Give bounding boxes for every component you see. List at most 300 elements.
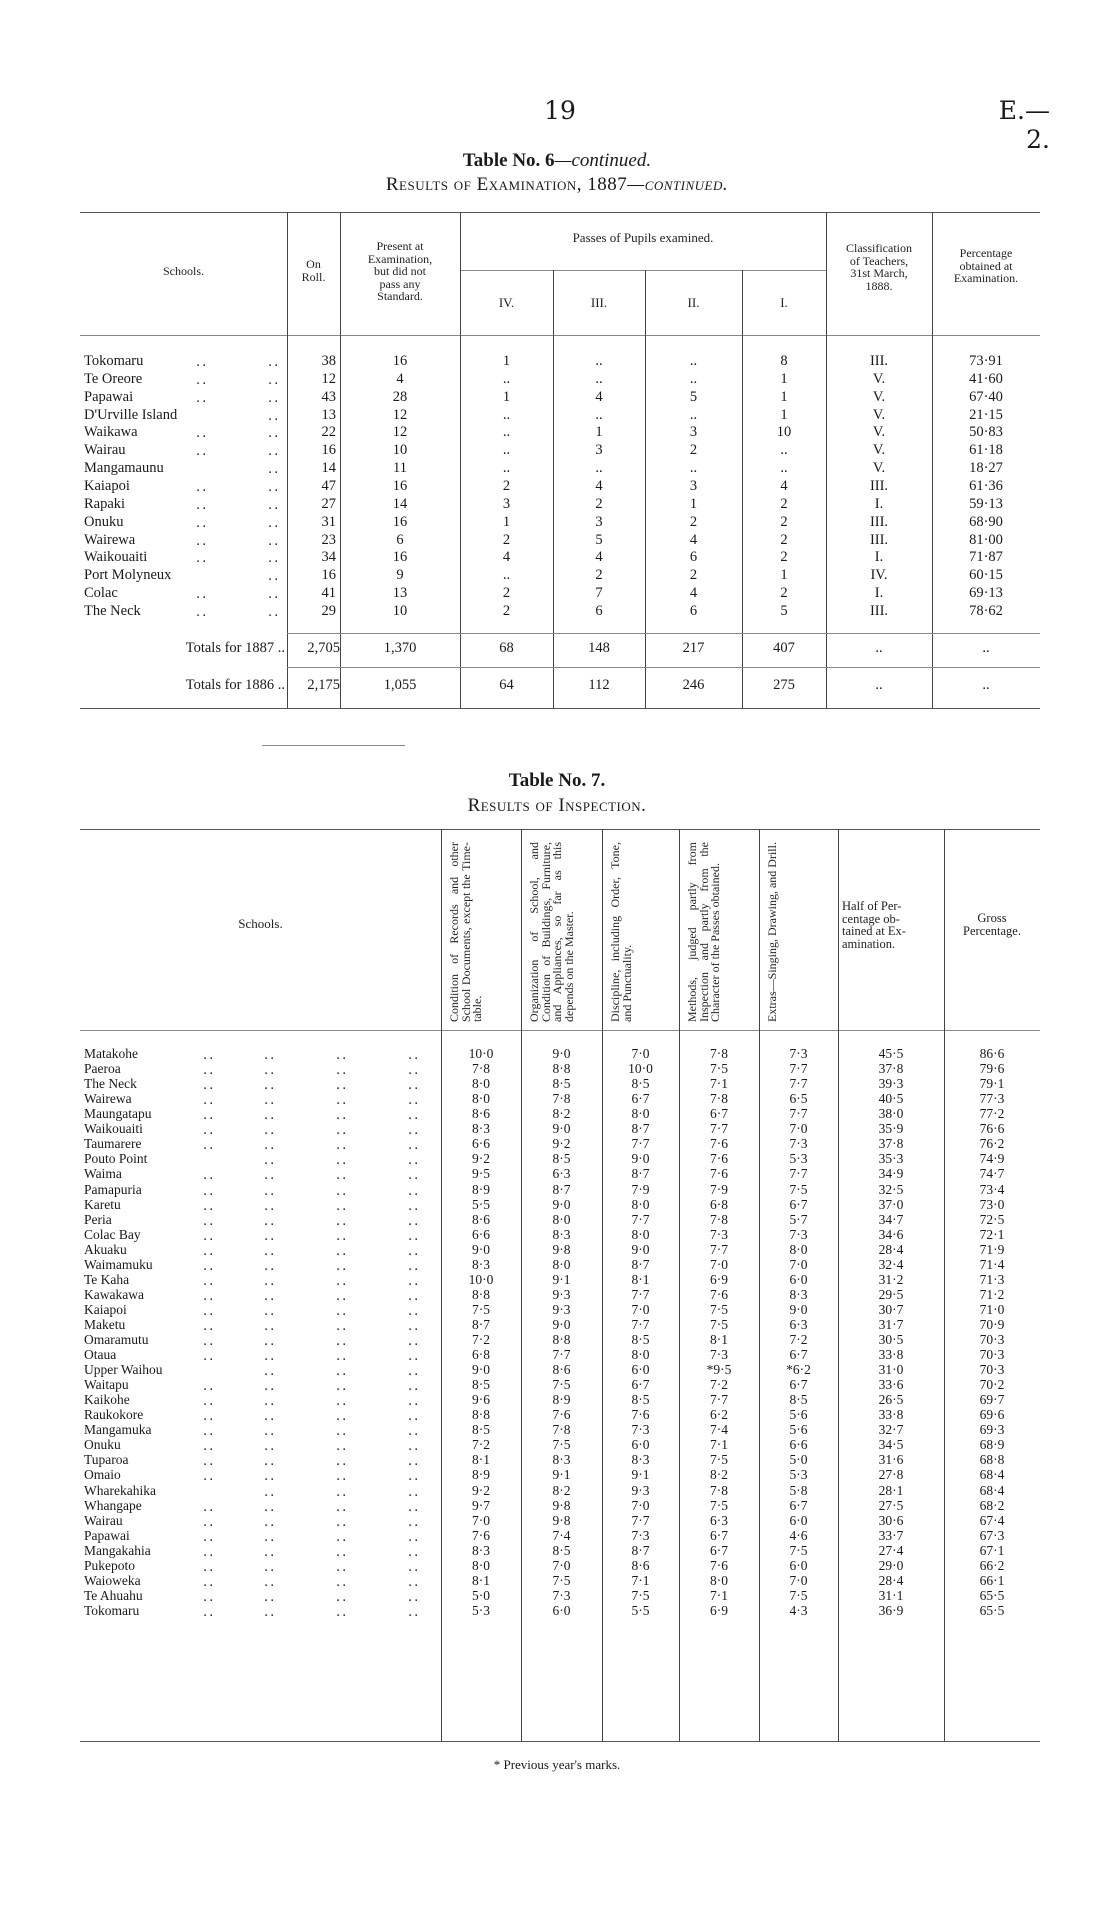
leader-dots: .. — [336, 1273, 349, 1289]
organization-score: 9·0 — [552, 1121, 571, 1137]
leader-dots: .. — [408, 1394, 421, 1410]
extras-score: 7·7 — [789, 1166, 808, 1182]
extras-score: 6·3 — [789, 1316, 808, 1332]
pass-iii: 4 — [595, 478, 603, 494]
on-roll: 31 — [321, 513, 336, 530]
leader-dots: .. — [268, 462, 281, 478]
table6-row — [0, 496, 1114, 514]
table7-row — [0, 1182, 1114, 1197]
school-name: Upper Waihou — [84, 1362, 163, 1377]
school-name: Wairewa — [84, 531, 136, 548]
leader-dots: .. — [264, 1063, 277, 1078]
half-percentage: 30·6 — [878, 1512, 904, 1528]
pass-ii: .. — [689, 406, 698, 423]
extras-score: 6·7 — [789, 1497, 808, 1513]
half-percentage: 33·8 — [878, 1347, 904, 1362]
header-percentage — [932, 247, 1040, 285]
methods-score: 7·2 — [710, 1377, 728, 1393]
leader-dots: .. — [408, 1183, 421, 1199]
organization-score: 8·0 — [552, 1211, 571, 1227]
extras-score: 7·7 — [789, 1076, 808, 1092]
leader-dots: .. — [268, 355, 281, 370]
school-name: Te Kaha — [84, 1271, 130, 1287]
leader-dots: .. — [336, 1213, 349, 1229]
methods-score: 7·5 — [710, 1061, 728, 1076]
leader-dots: .. — [336, 1108, 349, 1124]
school-name: The Neck — [84, 1076, 137, 1092]
leader-dots: .. — [203, 1048, 216, 1063]
methods-score: 7·1 — [710, 1587, 728, 1603]
school-name: Kaiapoi — [84, 478, 130, 494]
present-not-passed: 12 — [392, 406, 408, 423]
gross-percentage: 74·9 — [979, 1151, 1005, 1167]
leader-dots: .. — [408, 1589, 421, 1605]
leader-dots: .. — [408, 1273, 421, 1289]
teacher-classification: IV. — [870, 567, 888, 584]
half-percentage: 37·8 — [878, 1061, 904, 1076]
school-name: Papawai — [84, 1527, 130, 1543]
on-roll: 23 — [321, 531, 336, 548]
leader-dots: .. — [203, 1544, 216, 1560]
gross-percentage: 71·2 — [979, 1286, 1005, 1302]
gross-percentage: 69·7 — [979, 1392, 1005, 1408]
leader-dots: .. — [196, 426, 209, 442]
discipline-score: 10·0 — [628, 1061, 653, 1076]
records-score: 7·8 — [472, 1061, 490, 1076]
on-roll: 16 — [321, 442, 336, 459]
header-present — [340, 240, 460, 303]
leader-dots: .. — [264, 1559, 277, 1575]
header-standard-3: I. — [780, 295, 788, 310]
school-name: Tokomaru — [84, 1602, 140, 1618]
half-percentage: 35·3 — [878, 1151, 904, 1167]
organization-score: 8·9 — [552, 1392, 571, 1408]
header-schools: Schools. — [162, 264, 204, 278]
leader-dots: .. — [203, 1273, 216, 1289]
table7-row — [0, 1498, 1114, 1513]
totals-label: Totals for 1887 .. — [185, 640, 285, 656]
table6-row — [0, 603, 1114, 621]
leader-dots: .. — [408, 1153, 421, 1169]
table7-row — [0, 1121, 1114, 1139]
half-percentage: 32·4 — [878, 1256, 904, 1272]
methods-score: 6·7 — [710, 1527, 728, 1543]
methods-score: 6·9 — [710, 1271, 728, 1287]
table-rule — [80, 708, 1040, 709]
teacher-classification: V. — [872, 406, 886, 423]
gross-percentage: 68·9 — [979, 1437, 1005, 1453]
methods-score: 7·3 — [710, 1347, 728, 1362]
exam-percentage: 69·13 — [969, 585, 1003, 601]
leader-dots: .. — [264, 1078, 277, 1094]
half-percentage: 35·9 — [878, 1121, 904, 1137]
exam-percentage: 61·18 — [969, 442, 1003, 459]
leader-dots: .. — [408, 1544, 421, 1560]
extras-score: 4·6 — [789, 1527, 808, 1543]
leader-dots: .. — [408, 1168, 421, 1184]
records-score: 5·3 — [472, 1602, 490, 1618]
half-percentage: 37·0 — [878, 1196, 904, 1212]
leader-dots: .. — [196, 587, 209, 602]
document-reference: E.—2. — [998, 96, 1050, 154]
records-score: 9·2 — [472, 1151, 490, 1167]
methods-score: *9·5 — [706, 1362, 732, 1377]
exam-percentage: 68·90 — [969, 513, 1003, 530]
discipline-score: 7·7 — [631, 1512, 650, 1528]
leader-dots: .. — [203, 1288, 216, 1304]
school-name: Mangamuka — [84, 1422, 152, 1438]
gross-percentage: 67·1 — [979, 1542, 1005, 1558]
gross-percentage: 70·2 — [979, 1377, 1005, 1393]
leader-dots: .. — [264, 1138, 277, 1154]
leader-dots: .. — [336, 1589, 349, 1605]
present-not-passed: 11 — [393, 460, 407, 477]
table6-title-text: Table No. 6 — [462, 150, 555, 171]
header-line: tained at Ex- — [842, 924, 906, 938]
discipline-score: 8·5 — [631, 1332, 650, 1347]
leader-dots: .. — [336, 1153, 349, 1169]
total-ii: 246 — [682, 677, 705, 693]
records-score: 8·0 — [472, 1091, 490, 1107]
school-name: Omaio — [84, 1467, 121, 1483]
present-not-passed: 6 — [396, 531, 404, 548]
methods-score: 7·6 — [710, 1557, 728, 1573]
pass-iv: .. — [502, 567, 511, 584]
gross-percentage: 77·3 — [979, 1091, 1005, 1107]
leader-dots: .. — [336, 1183, 349, 1199]
table-rule — [80, 829, 1040, 830]
methods-score: 7·6 — [710, 1286, 728, 1302]
leader-dots: .. — [336, 1424, 349, 1440]
pass-iii: 5 — [595, 531, 603, 548]
pass-ii: .. — [689, 370, 698, 387]
methods-score: 7·7 — [710, 1241, 728, 1257]
table6-row — [0, 567, 1114, 585]
half-percentage: 27·4 — [878, 1542, 904, 1558]
table7-row — [0, 1212, 1114, 1227]
extras-score: 7·5 — [789, 1542, 808, 1558]
school-name: Onuku — [84, 513, 124, 530]
half-percentage: 29·0 — [878, 1557, 904, 1573]
leader-dots: .. — [336, 1063, 349, 1078]
teacher-classification: III. — [869, 513, 889, 530]
header-line: Examination, — [367, 251, 433, 266]
leader-dots: .. — [196, 372, 209, 388]
leader-dots: .. — [336, 1559, 349, 1575]
discipline-score: 8·0 — [631, 1106, 650, 1122]
extras-score: 7·3 — [789, 1046, 808, 1061]
leader-dots: .. — [203, 1228, 216, 1244]
organization-score: 8·8 — [552, 1061, 571, 1076]
methods-score: 7·6 — [710, 1136, 728, 1152]
teacher-classification: III. — [869, 478, 889, 494]
exam-percentage: 71·87 — [969, 549, 1003, 566]
records-score: 5·0 — [472, 1587, 490, 1603]
half-percentage: 26·5 — [878, 1392, 904, 1408]
leader-dots: .. — [203, 1108, 216, 1124]
methods-score: 6·2 — [710, 1407, 728, 1423]
extras-score: 6·0 — [789, 1557, 808, 1573]
gross-percentage: 77·2 — [979, 1106, 1005, 1122]
records-score: 9·0 — [472, 1362, 490, 1377]
methods-score: 7·0 — [710, 1256, 728, 1272]
exam-percentage: 21·15 — [969, 406, 1003, 423]
discipline-score: 8·6 — [631, 1557, 650, 1573]
organization-score: 8·5 — [552, 1151, 571, 1167]
school-name: Tuparoa — [84, 1452, 129, 1468]
leader-dots: .. — [264, 1454, 277, 1470]
leader-dots: .. — [408, 1138, 421, 1154]
leader-dots: .. — [264, 1318, 277, 1334]
header-line: 31st March, — [850, 266, 908, 280]
half-percentage: 30·5 — [878, 1332, 904, 1347]
pass-i: 1 — [780, 370, 788, 387]
leader-dots: .. — [203, 1213, 216, 1229]
present-not-passed: 10 — [392, 602, 408, 619]
extras-score: 8·5 — [789, 1392, 808, 1408]
school-name: Waikouaiti — [84, 1121, 143, 1137]
table7-row — [0, 1076, 1114, 1094]
leader-dots: .. — [336, 1078, 349, 1094]
records-score: 9·6 — [472, 1392, 490, 1408]
table-rule — [80, 335, 1040, 336]
teacher-classification: V. — [872, 388, 886, 405]
leader-dots: .. — [336, 1093, 349, 1109]
leader-dots: .. — [408, 1454, 421, 1470]
present-not-passed: 13 — [392, 585, 408, 601]
methods-score: 7·5 — [710, 1452, 728, 1468]
organization-score: 6·3 — [552, 1166, 571, 1182]
pass-iv: 2 — [502, 478, 511, 494]
half-percentage: 39·3 — [878, 1076, 904, 1092]
table-rule — [287, 633, 1040, 634]
organization-score: 7·4 — [552, 1527, 571, 1543]
discipline-score: 8·5 — [631, 1076, 650, 1092]
leader-dots: .. — [203, 1439, 216, 1455]
header-discipline: Discipline, including Order, Tone, and Punctuality. — [608, 842, 634, 1022]
leader-dots: .. — [408, 1574, 421, 1590]
header-half-percentage — [842, 900, 942, 950]
discipline-score: 6·0 — [631, 1362, 650, 1377]
extras-score: 7·0 — [789, 1121, 808, 1137]
table6-row — [0, 389, 1114, 407]
teacher-classification: V. — [872, 442, 886, 459]
table6-row — [0, 585, 1114, 603]
school-name: Te Ahuahu — [84, 1587, 143, 1603]
leader-dots: .. — [264, 1198, 277, 1214]
pass-iii: .. — [595, 460, 603, 477]
half-percentage: 33·8 — [878, 1407, 904, 1423]
leader-dots: .. — [408, 1409, 421, 1425]
table7-row — [0, 1227, 1114, 1242]
discipline-score: 7·0 — [631, 1046, 650, 1061]
leader-dots: .. — [336, 1228, 349, 1244]
methods-score: 6·7 — [710, 1542, 728, 1558]
header-line: Present at — [376, 239, 424, 253]
records-score: 7·0 — [472, 1512, 490, 1528]
leader-dots: .. — [203, 1258, 216, 1274]
table-rule — [80, 212, 1040, 213]
exam-percentage: 78·62 — [969, 602, 1003, 619]
records-score: 8·3 — [472, 1121, 490, 1137]
records-score: 8·0 — [472, 1557, 490, 1573]
organization-score: 9·3 — [552, 1301, 571, 1317]
leader-dots: .. — [203, 1198, 216, 1214]
gross-percentage: 72·1 — [979, 1226, 1005, 1242]
leader-dots: .. — [196, 551, 209, 567]
leader-dots: .. — [336, 1168, 349, 1184]
table7-row — [0, 1528, 1114, 1543]
half-percentage: 33·7 — [878, 1527, 904, 1543]
school-name: Colac Bay — [84, 1226, 141, 1242]
leader-dots: .. — [264, 1243, 277, 1259]
table6-subtitle-text: Results of Examination, 1887 — [385, 174, 628, 195]
school-name: Tokomaru — [84, 353, 144, 369]
present-not-passed: 4 — [396, 370, 404, 387]
header-line: centage ob- — [842, 911, 900, 926]
school-name: Taumarere — [84, 1136, 142, 1152]
leader-dots: .. — [408, 1213, 421, 1229]
header-line: On — [306, 257, 321, 271]
leader-dots: .. — [203, 1183, 216, 1199]
records-score: 8·0 — [472, 1076, 490, 1092]
school-name: Waikawa — [84, 424, 138, 441]
leader-dots: .. — [408, 1439, 421, 1455]
pass-iv: 3 — [502, 495, 511, 512]
leader-dots: .. — [336, 1409, 349, 1425]
pass-ii: 3 — [689, 478, 698, 494]
teacher-classification: III. — [869, 531, 889, 548]
leader-dots: .. — [268, 551, 281, 567]
leader-dots: .. — [268, 480, 281, 495]
extras-score: 5·0 — [789, 1452, 808, 1468]
half-percentage: 31·1 — [878, 1587, 904, 1603]
table7-row — [0, 1302, 1114, 1317]
school-name: Waikouaiti — [84, 549, 148, 566]
header-line: Examination. — [953, 271, 1019, 285]
table7-row — [0, 1332, 1114, 1347]
leader-dots: .. — [336, 1499, 349, 1515]
extras-score: 4·3 — [789, 1602, 808, 1618]
on-roll: 43 — [321, 388, 336, 405]
leader-dots: .. — [408, 1243, 421, 1259]
leader-dots: .. — [203, 1318, 216, 1334]
table6-row — [0, 514, 1114, 532]
present-not-passed: 9 — [396, 567, 404, 584]
leader-dots: .. — [336, 1364, 349, 1379]
half-percentage: 34·7 — [878, 1211, 904, 1227]
half-percentage: 31·6 — [878, 1452, 904, 1468]
leader-dots: .. — [264, 1409, 277, 1425]
table-rule — [80, 1030, 1040, 1031]
discipline-score: 7·9 — [631, 1181, 650, 1197]
school-name: Pamapuria — [84, 1181, 142, 1197]
leader-dots: .. — [264, 1394, 277, 1410]
discipline-score: 9·1 — [631, 1467, 650, 1483]
table7-row — [0, 1151, 1114, 1169]
header-line: obtained at — [959, 258, 1013, 273]
methods-score: 7·4 — [710, 1422, 728, 1438]
pass-ii: 4 — [689, 585, 698, 601]
leader-dots: .. — [268, 497, 281, 513]
total-iv: 68 — [499, 640, 514, 656]
school-name: Kaikohe — [84, 1392, 130, 1408]
table6-title — [0, 150, 1114, 172]
gross-percentage: 74·7 — [979, 1166, 1005, 1182]
leader-dots: .. — [268, 390, 281, 406]
pass-ii: 2 — [689, 442, 698, 459]
organization-score: 7·6 — [552, 1407, 571, 1423]
table7-row — [0, 1242, 1114, 1257]
leader-dots: .. — [264, 1469, 277, 1485]
leader-dots: .. — [264, 1228, 277, 1244]
half-percentage: 30·7 — [878, 1301, 904, 1317]
leader-dots: .. — [408, 1288, 421, 1304]
pass-ii: 2 — [689, 567, 698, 584]
leader-dots: .. — [336, 1469, 349, 1485]
table6-row — [0, 407, 1114, 425]
exam-percentage: 18·27 — [969, 460, 1003, 477]
school-name: The Neck — [84, 602, 141, 619]
school-name: Otaua — [84, 1347, 117, 1362]
table6-row — [0, 442, 1114, 460]
school-name: Te Oreore — [84, 370, 143, 387]
extras-score: 7·2 — [789, 1332, 808, 1347]
present-not-passed: 16 — [392, 549, 408, 566]
leader-dots: .. — [264, 1048, 277, 1063]
exam-percentage: 81·00 — [969, 531, 1003, 548]
leader-dots: .. — [264, 1514, 277, 1530]
leader-dots: .. — [196, 444, 209, 460]
header-line: amination. — [842, 936, 896, 951]
half-percentage: 29·5 — [878, 1286, 904, 1302]
present-not-passed: 28 — [392, 388, 408, 405]
half-percentage: 36·9 — [878, 1602, 904, 1618]
pass-i: 10 — [776, 424, 792, 441]
gross-percentage: 70·3 — [979, 1332, 1005, 1347]
leader-dots: .. — [268, 444, 281, 460]
half-percentage: 31·7 — [878, 1316, 904, 1332]
extras-score: 7·3 — [789, 1226, 808, 1242]
header-methods: Methods, judged partly from Inspection and partly from the Character of the Passes obtained. — [685, 842, 722, 1022]
records-score: 6·8 — [472, 1347, 490, 1362]
leader-dots: .. — [196, 533, 209, 549]
gross-percentage: 73·0 — [979, 1196, 1005, 1212]
leader-dots: .. — [408, 1198, 421, 1214]
total-iii: 148 — [588, 640, 610, 656]
leader-dots: .. — [336, 1439, 349, 1455]
leader-dots: .. — [336, 1123, 349, 1139]
discipline-score: 7·1 — [631, 1572, 650, 1588]
table6-subtitle — [0, 174, 1114, 196]
extras-score: 5·7 — [789, 1211, 808, 1227]
methods-score: 7·5 — [710, 1497, 728, 1513]
leader-dots: .. — [408, 1063, 421, 1078]
records-score: 8·1 — [472, 1452, 490, 1468]
present-not-passed: 14 — [392, 495, 408, 512]
on-roll: 14 — [321, 460, 336, 477]
organization-score: 8·3 — [552, 1452, 571, 1468]
header-line: 1888. — [865, 278, 893, 293]
teacher-classification: III. — [869, 602, 889, 619]
school-name: Omaramutu — [84, 1332, 149, 1347]
gross-percentage: 66·2 — [979, 1557, 1005, 1573]
table7-row — [0, 1543, 1114, 1558]
discipline-score: 7·7 — [631, 1136, 650, 1152]
leader-dots: .. — [268, 587, 281, 602]
leader-dots: .. — [264, 1288, 277, 1304]
total-ii: 217 — [682, 640, 705, 656]
